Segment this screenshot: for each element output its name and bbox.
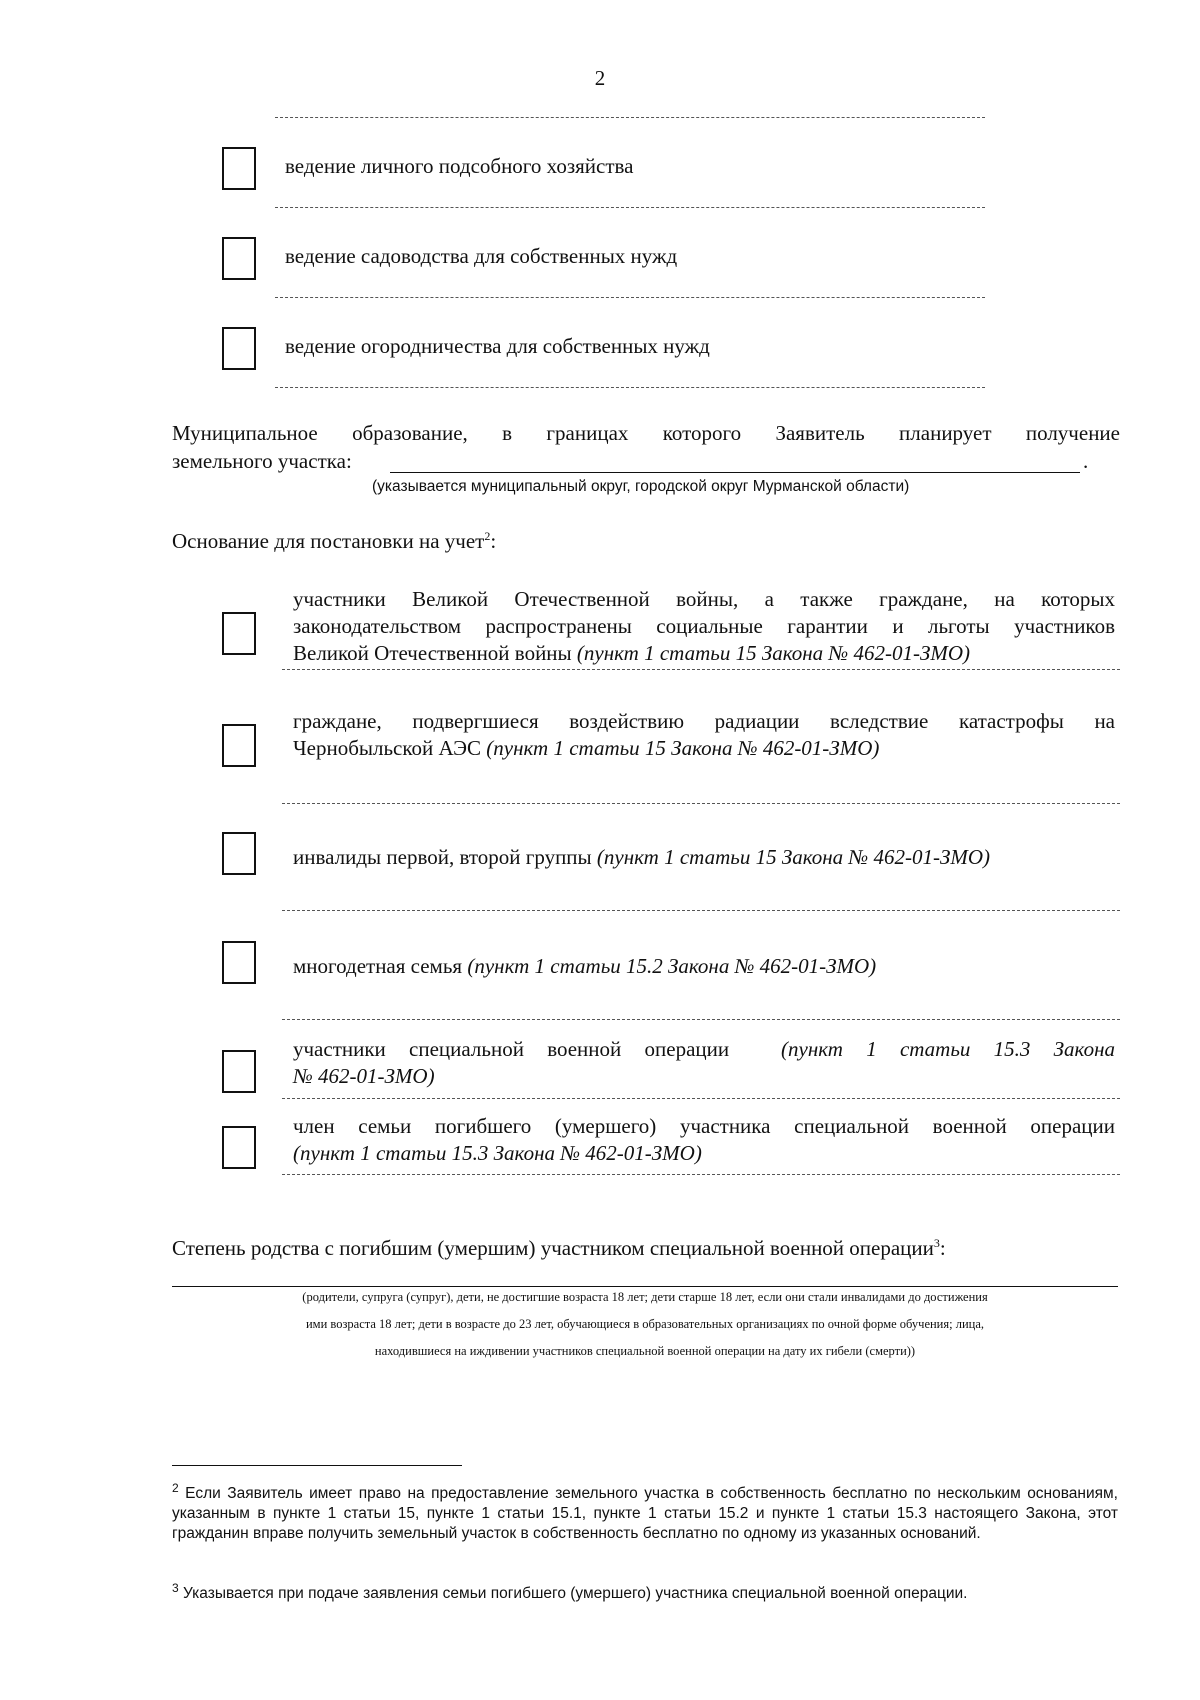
footnote-ref-2: 2 xyxy=(484,529,491,543)
option-wwii-line1: участники Великой Отечественной войны, а также граждане, на которых xyxy=(293,587,1115,611)
checkbox-vegetable-gardening[interactable] xyxy=(222,327,256,370)
footnote-2 xyxy=(172,1480,1118,1544)
option-chernobyl-line1: граждане, подвергшиеся воздействию радиации вследствие катастрофы на xyxy=(293,709,1115,733)
basis-heading-colon: : xyxy=(490,529,497,553)
municipality-end-mark: . xyxy=(1083,449,1089,473)
checkbox-disabled[interactable] xyxy=(222,832,256,875)
kinship-label xyxy=(172,1235,946,1262)
kinship-label-colon: : xyxy=(939,1236,946,1260)
municipality-label-line1: Муниципальное образование, в границах которого Заявитель планирует получение xyxy=(172,421,1120,445)
municipality-hint: (указывается муниципальный округ, городской округ Мурманской области) xyxy=(372,478,910,495)
option-svo-ref-1: (пункт 1 статьи 15.3 Закона xyxy=(781,1037,1115,1061)
dashed-separator xyxy=(282,1019,1120,1020)
dashed-separator xyxy=(275,387,985,388)
option-svo-text: участники специальной военной операции xyxy=(293,1037,730,1061)
kinship-hint-line1: (родители, супруга (супруг), дети, не достигшие возраста 18 лет; дети старше 18 лет, если они стали инвалидами до достижения xyxy=(302,1290,988,1304)
option-svo-line1 xyxy=(293,1036,1115,1063)
option-vegetable-gardening-label: ведение огородничества для собственных нужд xyxy=(285,334,710,358)
dashed-separator xyxy=(282,1098,1120,1099)
checkbox-large-family[interactable] xyxy=(222,941,256,984)
option-gardening-label: ведение садоводства для собственных нужд xyxy=(285,244,678,268)
option-wwii-line2: законодательством распространены социальные гарантии и льготы участников xyxy=(293,614,1115,638)
municipality-label-line2: земельного участка: xyxy=(172,449,352,473)
checkbox-svo-family-member[interactable] xyxy=(222,1126,256,1169)
basis-heading-text: Основание для постановки на учет xyxy=(172,529,485,553)
footnote-3-mark: 3 xyxy=(172,1580,179,1595)
dashed-separator xyxy=(282,803,1120,804)
footnote-3 xyxy=(172,1580,1118,1604)
option-wwii-text: Великой Отечественной войны xyxy=(293,641,572,665)
footnote-2-mark: 2 xyxy=(172,1480,179,1495)
checkbox-chernobyl[interactable] xyxy=(222,724,256,767)
page-number: 2 xyxy=(594,66,606,90)
dashed-separator xyxy=(275,117,985,118)
footnote-ref-3: 3 xyxy=(933,1236,940,1250)
option-disabled-ref: (пункт 1 статьи 15 Закона № 462-01-ЗМО) xyxy=(596,845,990,869)
checkbox-personal-farming[interactable] xyxy=(222,147,256,190)
checkbox-gardening[interactable] xyxy=(222,237,256,280)
dashed-separator xyxy=(282,669,1120,670)
municipality-field[interactable] xyxy=(390,448,1080,473)
option-personal-farming-label: ведение личного подсобного хозяйства xyxy=(285,154,634,178)
option-large-family-text: многодетная семья xyxy=(293,954,463,978)
option-chernobyl-text: Чернобыльской АЭС xyxy=(293,736,482,760)
basis-heading xyxy=(172,528,496,555)
kinship-label-text: Степень родства с погибшим (умершим) участником специальной военной операции xyxy=(172,1236,934,1260)
checkbox-wwii-participants[interactable] xyxy=(222,612,256,655)
option-wwii-ref: (пункт 1 статьи 15 Закона № 462-01-ЗМО) xyxy=(576,641,970,665)
footnote-divider xyxy=(172,1465,462,1466)
option-svo-family-ref: (пункт 1 статьи 15.3 Закона № 462-01-ЗМО) xyxy=(293,1141,702,1165)
footnote-2-text: Если Заявитель имеет право на предоставление земельного участка в собственность бесплатно по нескольким основаниям, указанным в пункте 1 статьи 15, пункте 1 статьи 15.1, пункте 1 статьи 15.2 и пункте 1 статьи 15.3 настоящего Закона, этот гражданин вправе получить земельный участок в собственность бесплатно по одному из указанных оснований. xyxy=(172,1485,1118,1542)
option-disabled-text: инвалиды первой, второй группы xyxy=(293,845,592,869)
option-chernobyl-line2 xyxy=(293,735,879,762)
option-disabled-line xyxy=(293,844,990,871)
dashed-separator xyxy=(275,207,985,208)
checkbox-svo-participants[interactable] xyxy=(222,1050,256,1093)
option-wwii-line3 xyxy=(293,640,970,667)
dashed-separator xyxy=(282,1174,1120,1175)
kinship-field[interactable] xyxy=(172,1262,1118,1287)
option-large-family-ref: (пункт 1 статьи 15.2 Закона № 462-01-ЗМО) xyxy=(467,954,877,978)
option-chernobyl-ref: (пункт 1 статьи 15 Закона № 462-01-ЗМО) xyxy=(486,736,880,760)
dashed-separator xyxy=(275,297,985,298)
footnote-3-text: Указывается при подаче заявления семьи погибшего (умершего) участника специальной военной операции. xyxy=(183,1585,968,1602)
option-large-family-line xyxy=(293,953,876,980)
option-svo-ref-2: № 462-01-ЗМО) xyxy=(293,1064,435,1088)
kinship-hint-line2: ими возраста 18 лет; дети в возрасте до 23 лет, обучающиеся в образовательных организациях по очной форме обучения; лица, xyxy=(305,1317,985,1331)
kinship-hint-line3: находившиеся на иждивении участников специальной военной операции на дату их гибели (смерти)) xyxy=(374,1344,916,1358)
dashed-separator xyxy=(282,910,1120,911)
option-svo-family-line1: член семьи погибшего (умершего) участника специальной военной операции xyxy=(293,1114,1115,1138)
